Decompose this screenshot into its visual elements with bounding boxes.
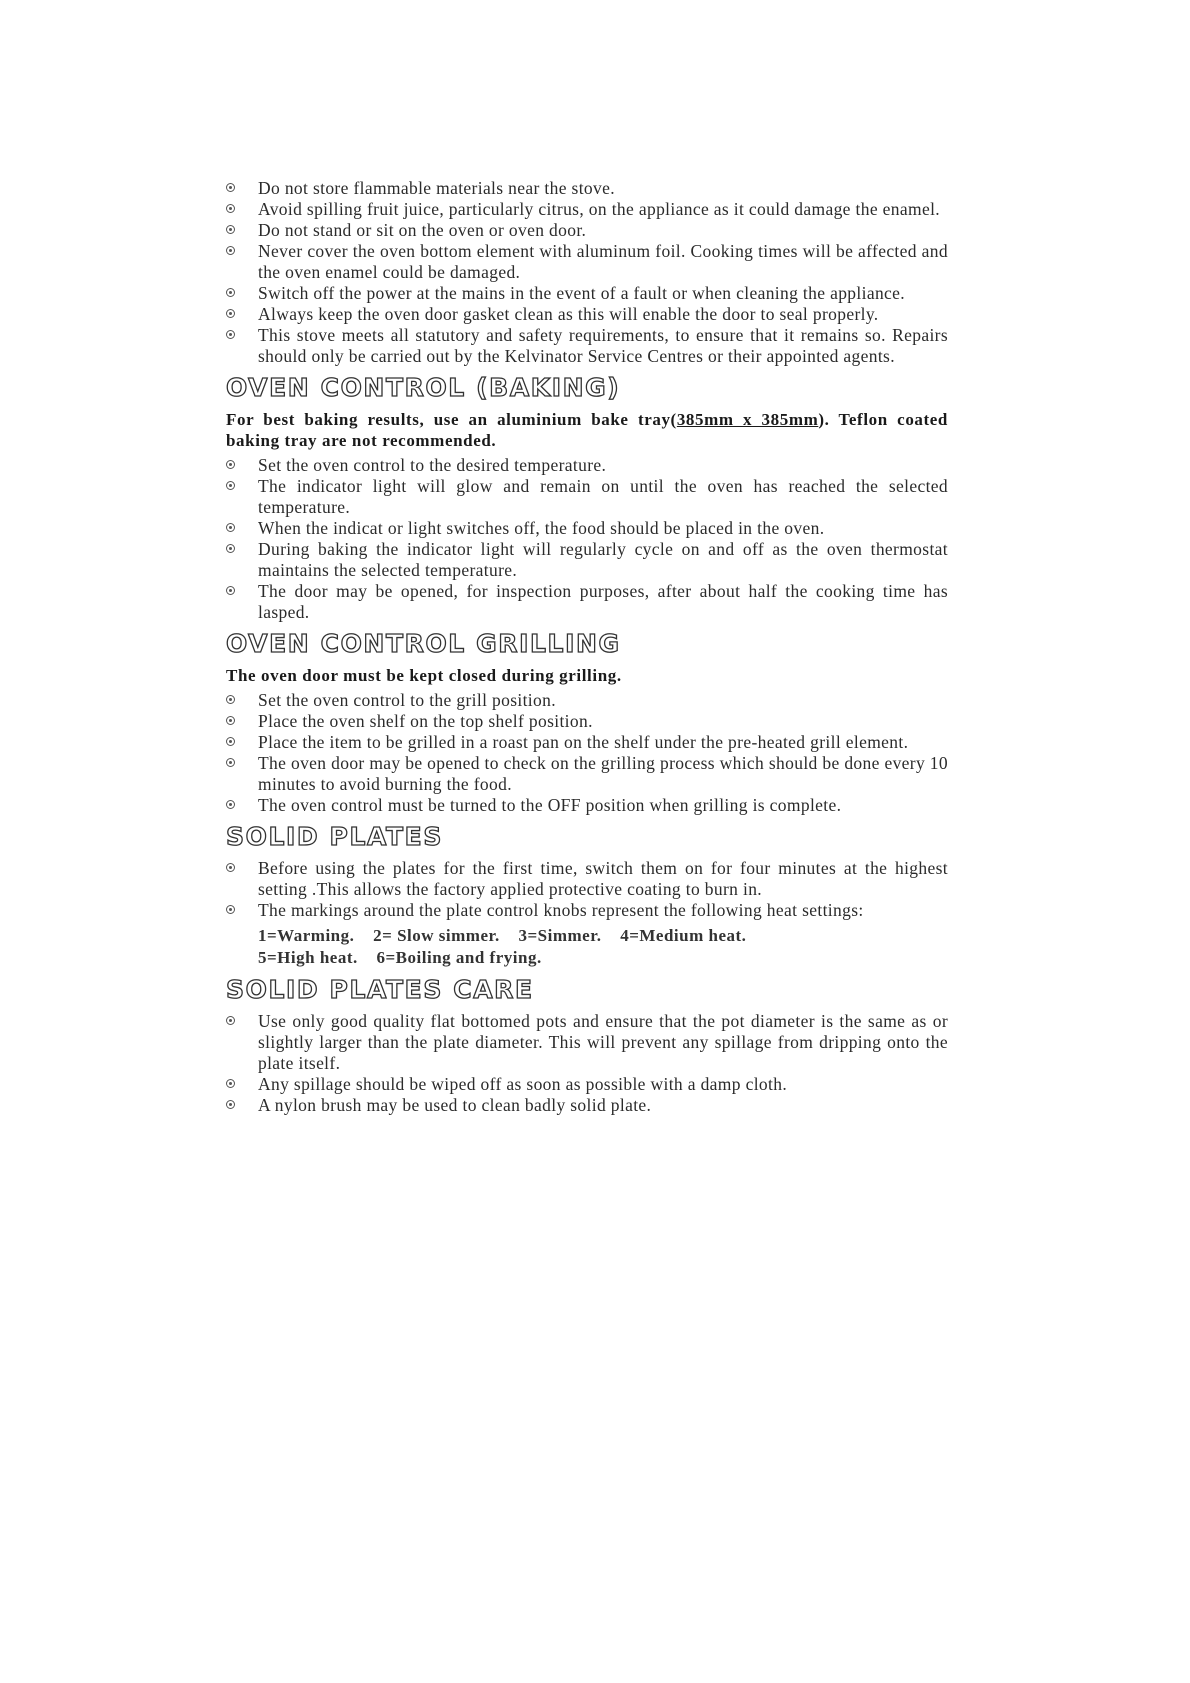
list-item-text: A nylon brush may be used to clean badly solid plate. bbox=[258, 1095, 652, 1115]
list-item bbox=[226, 241, 948, 283]
list-item bbox=[226, 178, 948, 199]
list-item bbox=[226, 539, 948, 581]
intro-safety-list bbox=[226, 178, 948, 367]
baking-tray-size: 385mm x 385mm bbox=[676, 410, 819, 429]
list-item bbox=[226, 325, 948, 367]
list-item-text: Switch off the power at the mains in the event of a fault or when cleaning the appliance. bbox=[258, 283, 906, 303]
bullet-icon bbox=[226, 1079, 235, 1088]
bullet-icon bbox=[226, 758, 235, 767]
bullet-icon bbox=[226, 225, 235, 234]
heat-setting: 2= Slow simmer. bbox=[373, 926, 500, 945]
baking-note-prefix: For best baking results, use an aluminium bake tray( bbox=[226, 410, 677, 429]
bullet-icon bbox=[226, 330, 235, 339]
list-item bbox=[226, 690, 948, 711]
list-item-text: Set the oven control to the grill position. bbox=[258, 690, 556, 710]
bullet-icon bbox=[226, 288, 235, 297]
baking-list bbox=[226, 455, 948, 623]
list-item-text: During baking the indicator light will regularly cycle on and off as the oven thermostat maintains the selected temperature. bbox=[258, 539, 948, 580]
list-item bbox=[226, 1011, 948, 1074]
bullet-icon bbox=[226, 800, 235, 809]
section-heading-baking: OVEN CONTROL (BAKING) bbox=[226, 373, 621, 402]
list-item-text: Do not stand or sit on the oven or oven door. bbox=[258, 220, 587, 240]
section-heading-grilling: OVEN CONTROL GRILLING bbox=[226, 629, 621, 658]
list-item bbox=[226, 1095, 948, 1116]
list-item bbox=[226, 199, 948, 220]
bullet-icon bbox=[226, 481, 235, 490]
list-item-text: Any spillage should be wiped off as soon as possible with a damp cloth. bbox=[258, 1074, 788, 1094]
list-item bbox=[226, 283, 948, 304]
grilling-note: The oven door must be kept closed during grilling. bbox=[226, 666, 622, 685]
bullet-icon bbox=[226, 737, 235, 746]
heat-setting: 3=Simmer. bbox=[518, 926, 602, 945]
list-item bbox=[226, 711, 948, 732]
baking-note bbox=[226, 409, 948, 451]
baking-note-suffix: ). Teflon coated baking tray are not recommended. bbox=[226, 410, 948, 450]
list-item-text: The door may be opened, for inspection purposes, after about half the cooking time has lasped. bbox=[258, 581, 948, 622]
list-item-text: The indicator light will glow and remain on until the oven has reached the selected temperature. bbox=[258, 476, 948, 517]
bullet-icon bbox=[226, 586, 235, 595]
list-item bbox=[226, 900, 948, 921]
bullet-icon bbox=[226, 523, 235, 532]
bullet-icon bbox=[226, 544, 235, 553]
bullet-icon bbox=[226, 183, 235, 192]
list-item bbox=[226, 304, 948, 325]
bullet-icon bbox=[226, 716, 235, 725]
list-item bbox=[226, 858, 948, 900]
list-item bbox=[226, 1074, 948, 1095]
list-item bbox=[226, 732, 948, 753]
heat-setting: 5=High heat. bbox=[258, 948, 358, 967]
list-item bbox=[226, 581, 948, 623]
list-item-text: The oven door may be opened to check on the grilling process which should be done every 10 minutes to avoid burning the food. bbox=[258, 753, 948, 794]
manual-page bbox=[226, 178, 948, 1116]
list-item bbox=[226, 795, 948, 816]
heat-settings-row-1 bbox=[226, 925, 948, 947]
bullet-icon bbox=[226, 863, 235, 872]
list-item bbox=[226, 220, 948, 241]
section-heading-solid-plates-care: SOLID PLATES CARE bbox=[226, 975, 534, 1004]
bullet-icon bbox=[226, 204, 235, 213]
list-item-text: Always keep the oven door gasket clean as this will enable the door to seal properly. bbox=[258, 304, 879, 324]
heat-setting: 6=Boiling and frying. bbox=[376, 948, 542, 967]
list-item bbox=[226, 518, 948, 539]
list-item-text: Never cover the oven bottom element with aluminum foil. Cooking times will be affected and the oven enamel could be damaged. bbox=[258, 241, 948, 282]
list-item-text: Use only good quality flat bottomed pots and ensure that the pot diameter is the same as or slightly larger than the plate diameter. This will prevent any spillage from dripping onto the plate itself. bbox=[258, 1011, 948, 1073]
list-item-text: The oven control must be turned to the OFF position when grilling is complete. bbox=[258, 795, 842, 815]
bullet-icon bbox=[226, 695, 235, 704]
list-item-text: This stove meets all statutory and safety requirements, to ensure that it remains so. Repairs should only be carried out by the Kelvinator Service Centres or their appointed agents. bbox=[258, 325, 948, 366]
bullet-icon bbox=[226, 460, 235, 469]
list-item-text: Do not store flammable materials near the stove. bbox=[258, 178, 615, 198]
heat-settings-row-2 bbox=[226, 947, 948, 969]
bullet-icon bbox=[226, 1100, 235, 1109]
list-item bbox=[226, 753, 948, 795]
list-item bbox=[226, 455, 948, 476]
list-item-text: Before using the plates for the first time, switch them on for four minutes at the highest setting .This allows the factory applied protective coating to burn in. bbox=[258, 858, 948, 899]
heat-setting: 4=Medium heat. bbox=[620, 926, 747, 945]
heat-setting: 1=Warming. bbox=[258, 926, 355, 945]
grilling-list bbox=[226, 690, 948, 816]
bullet-icon bbox=[226, 1016, 235, 1025]
list-item-text: Avoid spilling fruit juice, particularly citrus, on the appliance as it could damage the enamel. bbox=[258, 199, 941, 219]
bullet-icon bbox=[226, 309, 235, 318]
list-item bbox=[226, 476, 948, 518]
list-item-text: Set the oven control to the desired temperature. bbox=[258, 455, 607, 475]
section-heading-solid-plates: SOLID PLATES bbox=[226, 822, 443, 851]
list-item-text: When the indicat or light switches off, the food should be placed in the oven. bbox=[258, 518, 825, 538]
list-item-text: The markings around the plate control knobs represent the following heat settings: bbox=[258, 900, 864, 920]
solid-plates-care-list bbox=[226, 1011, 948, 1116]
bullet-icon bbox=[226, 905, 235, 914]
solid-plates-list bbox=[226, 858, 948, 921]
list-item-text: Place the oven shelf on the top shelf position. bbox=[258, 711, 593, 731]
list-item-text: Place the item to be grilled in a roast pan on the shelf under the pre-heated grill element. bbox=[258, 732, 909, 752]
bullet-icon bbox=[226, 246, 235, 255]
